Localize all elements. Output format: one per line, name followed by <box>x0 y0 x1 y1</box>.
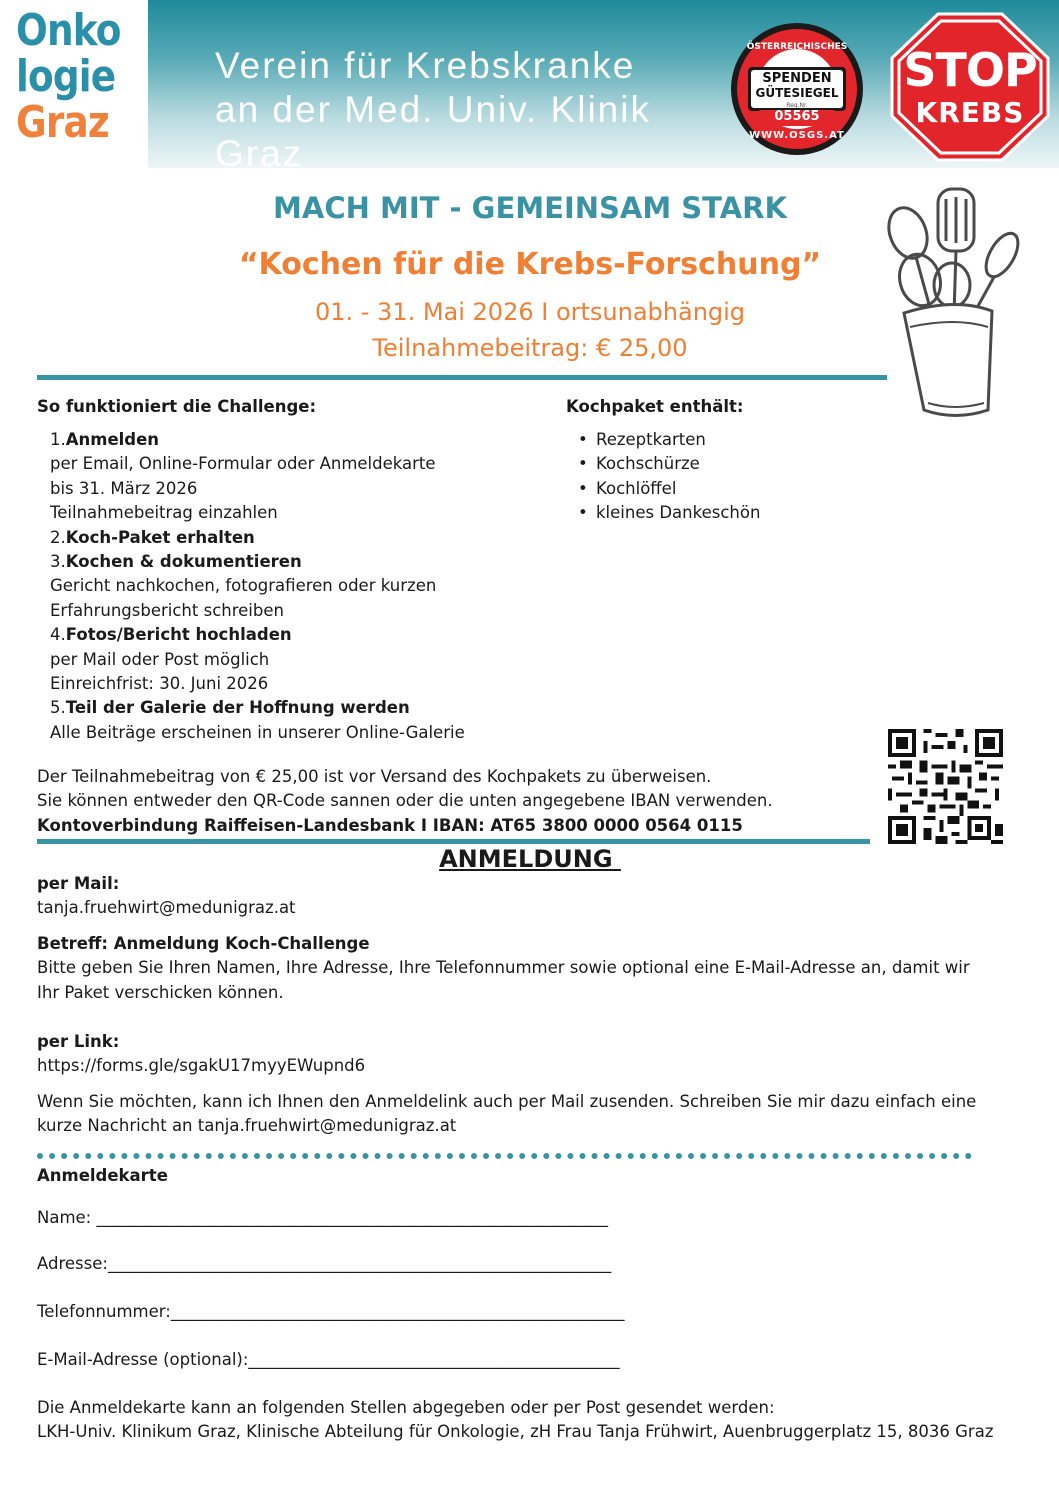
utensil-jar-icon <box>880 185 1030 425</box>
step-3-title <box>50 550 465 574</box>
mail-subject-text-1: Bitte geben Sie Ihren Namen, Ihre Adresse, Ihre Telefonnummer sowie optional eine E-Mail-Adresse an, damit wir <box>37 958 970 977</box>
step-title: Kochen & dokumentieren <box>65 552 302 572</box>
name-field[interactable]: Name: ______________________________________________________________ <box>37 1208 608 1227</box>
tagline: MACH MIT - GEMEINSAM STARK <box>273 191 787 225</box>
org-title-line-2: an der Med. Univ. Klinik Graz <box>215 89 651 174</box>
step-number: 3. <box>50 552 66 572</box>
challenge-steps-list <box>50 428 465 745</box>
payment-line-1: Der Teilnahmebeitrag von € 25,00 ist vor Versand des Kochpakets zu überweisen. <box>37 767 712 786</box>
email-field[interactable]: E-Mail-Adresse (optional):_____________________________________________ <box>37 1350 620 1369</box>
payment-line-2: Sie können entweder den QR-Code sannen oder die unten angegebene IBAN verwenden. <box>37 791 773 811</box>
package-heading: Kochpaket enthält: <box>566 397 744 416</box>
bullet-icon: • <box>578 454 588 474</box>
krebs-text: KREBS <box>915 96 1025 129</box>
payment-info <box>37 765 773 838</box>
bullet-icon: • <box>578 503 588 523</box>
step-number: 1. <box>50 430 66 449</box>
seal-guetesiegel: GÜTESIEGEL <box>755 86 839 100</box>
list-item <box>578 477 760 501</box>
list-item-label: Kochschürze <box>596 454 700 474</box>
step-4-title <box>50 623 465 647</box>
divider-top <box>37 375 887 380</box>
card-footer-1: Die Anmeldekarte kann an folgenden Stellen abgegeben oder per Post gesendet werden: <box>37 1398 775 1417</box>
note-line-1: Wenn Sie möchten, kann ich Ihnen den Anmeldelink auch per Mail zusenden. Schreiben Sie mir dazu einfach eine <box>37 1092 977 1111</box>
card-footer-2: LKH-Univ. Klinikum Graz, Klinische Abteilung für Onkologie, zH Frau Tanja Frühwirt, Auenbruggerplatz 15, 8036 Graz <box>37 1422 994 1441</box>
step-2-title <box>50 526 465 550</box>
org-title <box>215 44 735 176</box>
mail-address-link[interactable]: tanja.fruehwirt@medunigraz.at <box>37 898 296 917</box>
logo-word-2: logie <box>16 51 116 102</box>
mail-subject: Betreff: Anmeldung Koch-Challenge <box>37 934 370 953</box>
step-1-line: bis 31. März 2026 <box>50 478 198 498</box>
step-title: Fotos/Bericht hochladen <box>65 625 292 645</box>
seal-top-text: ÖSTERREICHISCHES <box>746 42 848 52</box>
link-label: per Link: <box>37 1032 120 1051</box>
step-4-line: per Mail oder Post möglich <box>50 649 270 669</box>
onkologie-graz-logo <box>0 0 148 168</box>
logo-word-1: Onko <box>16 5 121 56</box>
seal-number: 05565 <box>774 109 820 124</box>
registration-form-link[interactable]: https://forms.gle/sgakU17myyEWupnd6 <box>37 1056 366 1075</box>
list-item-label: kleines Dankeschön <box>596 503 761 523</box>
step-1-title <box>50 428 465 452</box>
kitchen-utensils-illustration <box>880 185 1030 425</box>
address-field[interactable]: Adresse:_____________________________________________________________ <box>37 1254 612 1273</box>
step-3-line: Erfahrungsbericht schreiben <box>50 600 284 620</box>
package-list <box>578 428 760 526</box>
seal-regnr-label: Reg.Nr. <box>786 102 808 109</box>
step-number: 4. <box>50 625 66 645</box>
list-item-label: Kochlöffel <box>596 478 677 498</box>
seal-website: WWW.OSGS.AT <box>749 130 845 141</box>
bullet-icon: • <box>578 430 588 449</box>
step-5-title <box>50 696 465 720</box>
event-date-place: 01. - 31. Mai 2026 I ortsunabhängig <box>314 298 746 326</box>
stop-text: STOP <box>903 43 1037 97</box>
logo-word-3: Graz <box>16 97 109 148</box>
registration-heading <box>330 842 730 876</box>
step-number: 2. <box>50 527 66 547</box>
challenge-heading: So funktioniert die Challenge: <box>37 397 317 416</box>
card-heading: Anmeldekarte <box>37 1166 168 1185</box>
bank-account: Kontoverbindung Raiffeisen-Landesbank I IBAN: AT65 3800 0000 0564 0115 <box>37 815 743 835</box>
event-fee: Teilnahmebeitrag: € 25,00 <box>372 334 688 362</box>
step-number: 5. <box>50 698 66 718</box>
list-item <box>578 452 760 476</box>
mail-label: per Mail: <box>37 874 120 893</box>
list-item <box>578 428 760 452</box>
step-1-line: Teilnahmebeitrag einzahlen <box>50 503 278 523</box>
qr-code-icon <box>888 729 1003 844</box>
donation-seal-badge <box>730 22 864 156</box>
step-1-line: per Email, Online-Formular oder Anmeldekarte <box>50 454 436 474</box>
list-item <box>578 501 760 525</box>
step-3-line: Gericht nachkochen, fotografieren oder kurzen <box>50 576 437 596</box>
step-5-line: Alle Beiträge erscheinen in unserer Online-Galerie <box>50 722 465 742</box>
cut-line-dotted <box>37 1153 972 1159</box>
step-title: Koch-Paket erhalten <box>65 527 255 547</box>
phone-field[interactable]: Telefonnummer:_______________________________________________________ <box>37 1302 625 1321</box>
mail-subject-text-2: Ihr Paket verschicken können. <box>37 983 284 1002</box>
step-title: Teil der Galerie der Hoffnung werden <box>65 698 410 718</box>
step-4-line: Einreichfrist: 30. Juni 2026 <box>50 674 269 694</box>
event-title: “Kochen für die Krebs-Forschung” <box>238 247 822 282</box>
seal-spenden: SPENDEN <box>762 71 832 86</box>
step-title: Anmelden <box>65 430 160 449</box>
list-item-label: Rezeptkarten <box>596 430 706 449</box>
stop-krebs-sign <box>890 12 1050 162</box>
registration-heading-text: ANMELDUNG <box>439 845 621 873</box>
bullet-icon: • <box>578 478 588 498</box>
org-title-line-1: Verein für Krebskranke <box>215 45 636 86</box>
payment-qr-code[interactable] <box>888 729 1003 844</box>
note-line-2: kurze Nachricht an tanja.fruehwirt@medunigraz.at <box>37 1116 457 1135</box>
